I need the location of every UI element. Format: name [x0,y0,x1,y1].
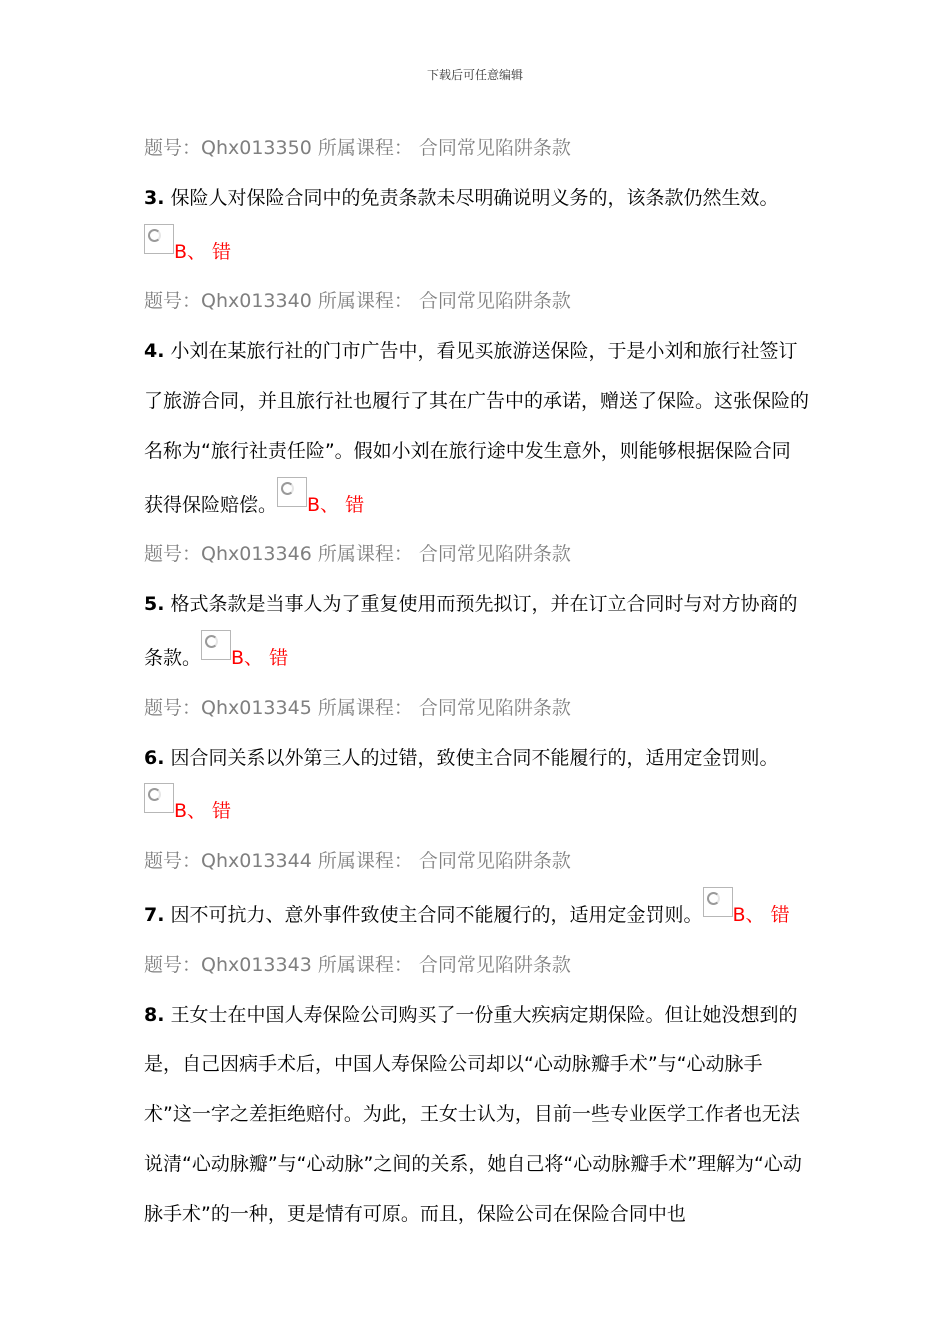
question-5 [144,580,809,684]
course-name: 合同常见陷阱条款 [418,290,571,313]
question-meta [144,837,809,887]
question-number: 6. [144,746,165,769]
question-code: Qhx013345 [201,696,312,719]
course-name: 合同常见陷阱条款 [418,696,571,719]
question-number: 5. [144,593,165,616]
question-text: 格式条款是当事人为了重复使用而预先拟订，并在订立合同时与对方协商的条款。 [144,593,798,669]
meta-label: 题号： [144,696,202,719]
meta-label: 题号： [144,953,202,976]
loading-spinner-icon [148,788,161,801]
question-text: 因不可抗力、意外事件致使主合同不能履行的，适用定金罚则。 [170,903,703,926]
course-name: 合同常见陷阱条款 [418,850,571,873]
loading-spinner-icon [281,482,294,495]
course-name: 合同常见陷阱条款 [418,953,571,976]
course-label: 所属课程： [317,953,413,976]
question-meta [144,124,809,174]
question-code: Qhx013346 [201,543,312,566]
answer-radio[interactable] [144,224,174,254]
answer-radio[interactable] [144,783,174,813]
answer-row [144,783,809,837]
question-code: Qhx013350 [201,137,312,159]
question-code: Qhx013340 [201,290,312,313]
course-name: 合同常见陷阱条款 [418,543,571,566]
answer-option: B、 错 [174,240,232,263]
answer-option: B、 错 [307,493,365,516]
course-label: 所属课程： [317,543,413,566]
page-header: 下载后可任意编辑 [426,68,523,82]
question-text: 因合同关系以外第三人的过错，致使主合同不能履行的，适用定金罚则。 [170,746,779,769]
question-7 [144,887,809,941]
answer-option: B、 错 [732,903,790,926]
question-number: 7. [144,903,165,926]
answer-row [144,224,809,278]
meta-label: 题号： [144,543,202,566]
answer-radio[interactable] [201,630,231,660]
question-code: Qhx013344 [201,850,312,873]
question-number: 8. [144,1003,165,1026]
answer-option: B、 错 [174,800,232,823]
question-list [144,124,809,1240]
question-number: 4. [144,340,165,363]
loading-spinner-icon [707,892,720,905]
question-meta [144,941,809,991]
question-text: 王女士在中国人寿保险公司购买了一份重大疾病定期保险。但让她没想到的是，自己因病手术后，中国人寿保险公司却以“心动脉瓣手术”与“心动脉手术”这一字之差拒绝赔付。为此，王女士认为，目前一些专业医学工作者也无法说清“心动脉瓣”与“心动脉”之间的关系，她自己将“心动脉瓣手术”理解为“心动脉手术”的一种，更是情有可原。而且，保险公司在保险合同中也 [144,1003,802,1225]
question-6 [144,734,809,784]
question-number: 3. [144,186,165,209]
course-name: 合同常见陷阱条款 [418,137,571,159]
course-label: 所属课程： [317,850,413,873]
loading-spinner-icon [205,635,218,648]
loading-spinner-icon [148,229,161,242]
question-code: Qhx013343 [201,953,312,976]
question-meta [144,277,809,327]
course-label: 所属课程： [317,696,413,719]
question-text: 保险人对保险合同中的免责条款未尽明确说明义务的，该条款仍然生效。 [170,186,779,209]
meta-label: 题号： [144,137,202,159]
question-4 [144,327,809,530]
answer-radio[interactable] [277,477,307,507]
question-8 [144,991,809,1240]
answer-option: B、 错 [231,646,289,669]
course-label: 所属课程： [317,137,413,159]
answer-radio[interactable] [703,887,733,917]
question-3 [144,174,809,224]
question-text: 小刘在某旅行社的门市广告中，看见买旅游送保险，于是小刘和旅行社签订了旅游合同，并且旅行社也履行了其在广告中的承诺，赠送了保险。这张保险的名称为“旅行社责任险”。假如小刘在旅行途中发生意外，则能够根据保险合同获得保险赔偿。 [144,340,810,516]
question-meta [144,684,809,734]
course-label: 所属课程： [317,290,413,313]
meta-label: 题号： [144,850,202,873]
meta-label: 题号： [144,290,202,313]
question-meta [144,530,809,580]
